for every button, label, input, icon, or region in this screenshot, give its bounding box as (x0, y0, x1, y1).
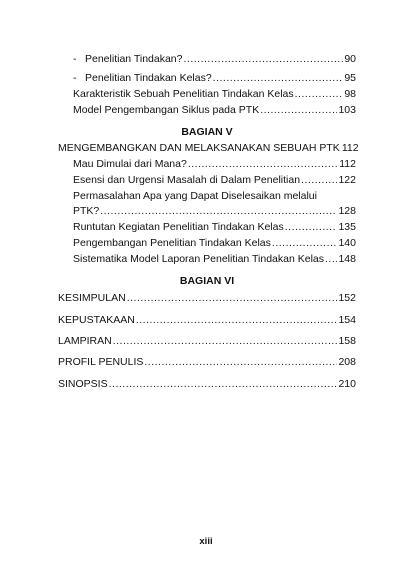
toc-leader (100, 205, 337, 218)
toc-entry-page: 90 (344, 53, 356, 65)
toc-entry-page: 210 (338, 378, 356, 390)
toc-entry-lampiran (58, 335, 356, 348)
toc-leader (301, 174, 337, 187)
toc-entry-model-pengembangan (73, 104, 356, 117)
toc-leader (109, 378, 338, 391)
toc-leader (325, 253, 337, 266)
toc-entry-title: Sistematika Model Laporan Penelitian Tindakan Kelas (73, 253, 324, 265)
toc-entry-title: Karakteristik Sebuah Penelitian Tindakan Kelas (73, 88, 294, 100)
toc-leader (184, 53, 344, 66)
toc-entry-title: SINOPSIS (58, 378, 108, 390)
toc-entry-page: 103 (338, 104, 356, 116)
toc-entry-page: 112 (341, 142, 359, 154)
toc-leader (285, 221, 338, 234)
toc-entry-title: LAMPIRAN (58, 335, 112, 347)
section-heading-bagian-vi: BAGIAN VI (179, 275, 235, 287)
toc-entry-page: 154 (338, 314, 356, 326)
toc-entry-title: Runtutan Kegiatan Penelitian Tindakan Kelas (73, 221, 284, 233)
toc-entry-permasalahan-line2 (73, 205, 356, 218)
toc-entry-page: 158 (338, 335, 356, 347)
toc-leader (272, 237, 338, 250)
toc-leader (127, 292, 338, 305)
toc-entry-page: 98 (344, 88, 356, 100)
toc-entry-page: 148 (338, 253, 356, 265)
toc-entry-kepustakaan (58, 314, 356, 327)
toc-entry-title: Pengembangan Penelitian Tindakan Kelas (73, 237, 271, 249)
toc-leader (113, 335, 338, 348)
toc-bullet: - (73, 53, 77, 65)
toc-entry-title: KESIMPULAN (58, 292, 126, 304)
toc-entry-page: 128 (338, 205, 356, 217)
toc-entry-kesimpulan (58, 292, 356, 305)
toc-entry-page: 122 (338, 174, 356, 186)
toc-entry-penelitian-tindakan (73, 53, 356, 66)
toc-entry-title: MENGEMBANGKAN DAN MELAKSANAKAN SEBUAH PTK (58, 142, 340, 154)
toc-leader (260, 104, 337, 117)
toc-entry-title: PROFIL PENULIS (58, 356, 144, 368)
page-number: xiii (199, 536, 213, 547)
toc-entry-page: 140 (338, 237, 356, 249)
toc-entry-permasalahan-line1: Permasalahan Apa yang Dapat Diselesaikan melalui (73, 190, 317, 202)
toc-leader (188, 158, 338, 171)
toc-entry-sistematika (73, 253, 356, 266)
toc-entry-penelitian-tindakan-kelas (73, 72, 356, 85)
toc-entry-page: 152 (338, 292, 356, 304)
toc-leader (295, 88, 344, 101)
toc-entry-runtutan (73, 221, 356, 234)
toc-entry-title: Penelitian Tindakan Kelas? (85, 72, 212, 84)
toc-entry-title: KEPUSTAKAAN (58, 314, 135, 326)
toc-chapter-mengembangkan (58, 142, 359, 155)
toc-entry-page: 135 (338, 221, 356, 233)
section-heading-bagian-v: BAGIAN V (181, 126, 233, 138)
toc-entry-pengembangan (73, 237, 356, 250)
toc-entry-profil-penulis (58, 356, 356, 369)
toc-entry-page: 112 (339, 158, 356, 170)
toc-entry-title: Model Pengembangan Siklus pada PTK (73, 104, 260, 116)
toc-leader (136, 314, 338, 327)
toc-entry-page: 95 (344, 72, 356, 84)
toc-leader (144, 356, 337, 369)
toc-entry-title: Penelitian Tindakan? (85, 53, 183, 65)
toc-entry-page: 208 (338, 356, 356, 368)
toc-leader (213, 72, 344, 85)
toc-entry-sinopsis (58, 378, 356, 391)
toc-entry-esensi (73, 174, 356, 187)
toc-entry-title: Esensi dan Urgensi Masalah di Dalam Penelitian (73, 174, 301, 186)
toc-bullet: - (73, 72, 77, 84)
toc-entry-title: Mau Dimulai dari Mana? (73, 158, 187, 170)
toc-entry-mau-dimulai (73, 158, 356, 171)
toc-entry-title: PTK? (73, 205, 100, 217)
toc-entry-karakteristik (73, 88, 356, 101)
